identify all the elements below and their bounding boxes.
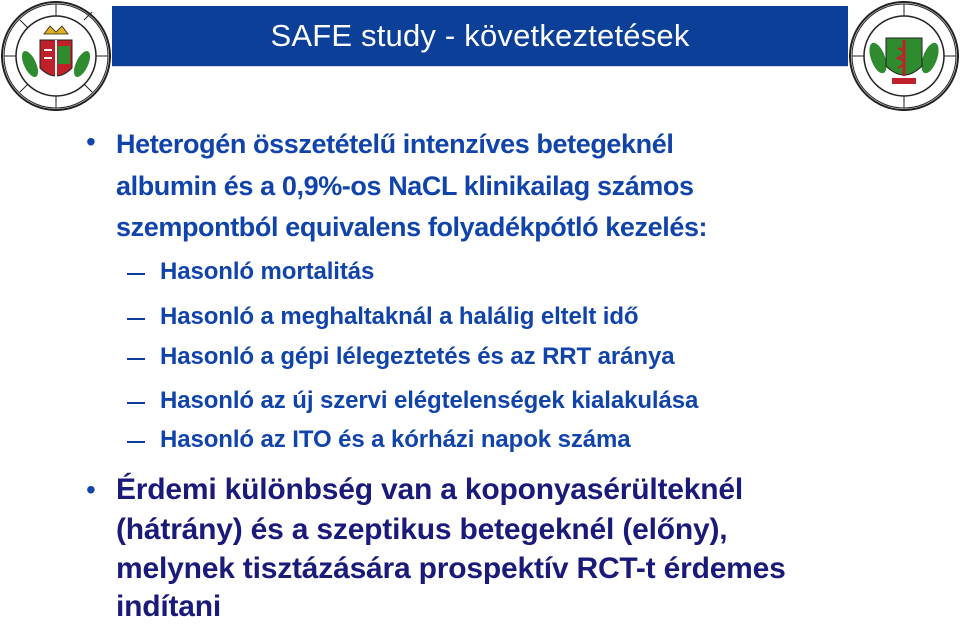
bullet1-line: albumin és a 0,9%-os NaCL klinikailag számos [116, 171, 694, 201]
slide-title: SAFE study - következtetések [270, 18, 690, 53]
sub-item: Hasonló az ITO és a kórházi napok száma [160, 426, 631, 453]
sub-item-dash [127, 402, 145, 404]
bullet2-line: indítani [116, 590, 222, 623]
sub-item-dash [127, 273, 145, 275]
sub-item-dash [127, 441, 145, 443]
sub-item: Hasonló az új szervi elégtelenségek kialakulása [160, 387, 699, 414]
bullet2-line: Érdemi különbség van a koponyasérülteknél [116, 473, 744, 506]
sub-item-dash [127, 318, 145, 320]
sub-item-dash [127, 358, 145, 360]
bullet1-line: szempontból equivalens folyadékpótló kezelés: [116, 212, 708, 242]
bullet1-line: Heterogén összetételű intenzíves betegeknél [116, 129, 674, 159]
sub-item: Hasonló a gépi lélegeztetés és az RRT aránya [160, 343, 675, 370]
bullet-marker: • [86, 474, 96, 505]
sub-item: Hasonló mortalitás [160, 258, 375, 285]
sub-item: Hasonló a meghaltaknál a halálig eltelt idő [160, 303, 639, 330]
bullet-marker: • [86, 126, 96, 157]
bullet2-line: (hátrány) és a szeptikus betegeknél (előny), [116, 513, 728, 546]
bullet2-line: melynek tisztázására prospektív RCT-t érdemes [116, 552, 786, 585]
